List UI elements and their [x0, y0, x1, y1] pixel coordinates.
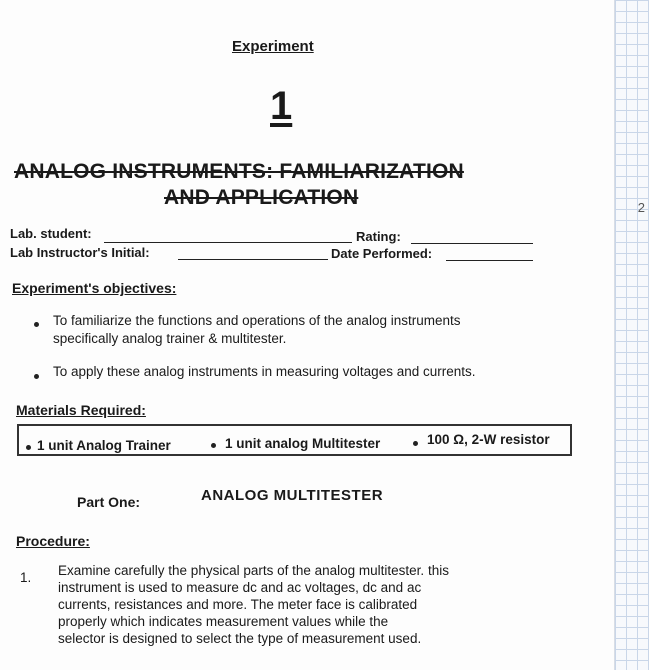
lab-instructor-line	[178, 259, 328, 260]
objective-1-line-2: specifically analog trainer & multitester.	[53, 331, 287, 346]
margin-mark: 2	[637, 200, 645, 215]
material-item-3: 100 Ω, 2-W resistor	[427, 432, 550, 447]
date-performed-label: Date Performed:	[331, 246, 433, 261]
objective-bullet	[34, 322, 39, 327]
date-performed-line	[446, 260, 533, 261]
procedure-line-1: Examine carefully the physical parts of the analog multitester. this	[58, 563, 449, 578]
material-item-1: 1 unit Analog Trainer	[37, 438, 171, 453]
title-line-2: AND APPLICATION	[164, 186, 359, 209]
lab-student-label: Lab. student:	[10, 226, 92, 241]
experiment-label: Experiment	[232, 38, 314, 55]
procedure-line-4: properly which indicates measurement values while the	[58, 614, 389, 629]
rating-line	[411, 243, 533, 244]
rating-label: Rating:	[356, 229, 401, 244]
material-item-2: 1 unit analog Multitester	[225, 436, 381, 451]
lab-student-line	[104, 242, 352, 243]
procedure-line-5: selector is designed to select the type of measurement used.	[58, 631, 422, 646]
part-title: ANALOG MULTITESTER	[201, 487, 384, 504]
objective-bullet	[34, 374, 39, 379]
material-bullet	[413, 441, 418, 446]
experiment-number: 1	[270, 84, 293, 128]
objectives-heading: Experiment's objectives:	[12, 280, 177, 296]
material-bullet	[26, 445, 31, 450]
material-bullet	[211, 443, 216, 448]
title-line-1: ANALOG INSTRUMENTS: FAMILIARIZATION	[14, 160, 464, 183]
procedure-line-3: currents, resistances and more. The meter face is calibrated	[58, 597, 418, 612]
objective-1-line-1: To familiarize the functions and operations of the analog instruments	[53, 313, 461, 328]
part-label: Part One:	[77, 494, 141, 510]
procedure-step-number: 1.	[20, 570, 32, 585]
materials-heading: Materials Required:	[16, 402, 146, 418]
procedure-heading: Procedure:	[16, 533, 90, 549]
lab-instructor-label: Lab Instructor's Initial:	[10, 245, 150, 260]
procedure-line-2: instrument is used to measure dc and ac voltages, dc and ac	[58, 580, 422, 595]
graph-paper-edge	[614, 0, 649, 670]
objective-2-line-1: To apply these analog instruments in measuring voltages and currents.	[53, 364, 476, 379]
